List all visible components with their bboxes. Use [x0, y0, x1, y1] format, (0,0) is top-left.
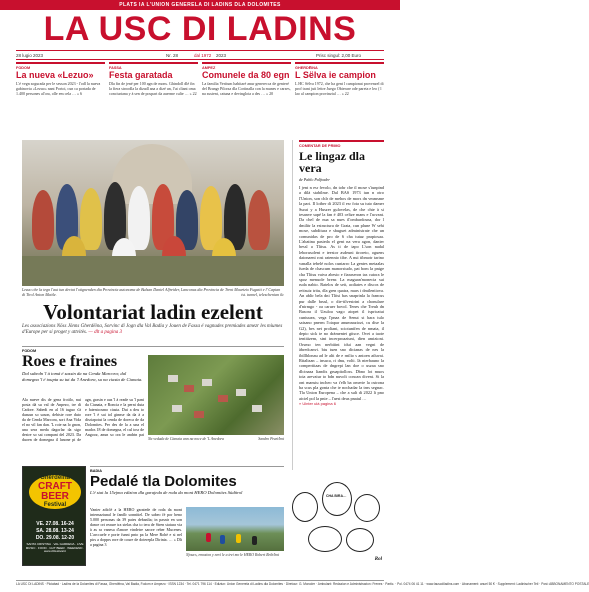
teaser-title[interactable]: Comunele da 80 egn — [202, 70, 290, 80]
lead-page-ref[interactable]: — dlt a pagina 3 — [88, 330, 123, 335]
craft-beer-advertisement[interactable] — [22, 466, 86, 566]
ad-info: SANTA CRISTINA · VAL GARDENA · LIVE MUSIC · FOOD · GUT BEER · WEEKEND · www.cbfestival.it — [25, 542, 85, 554]
photo-person — [248, 190, 270, 250]
cartoon-speech-bubble: CHA BIRA… — [326, 494, 347, 498]
issue-number: Nr. 28 — [166, 53, 179, 58]
ad-dates — [25, 521, 85, 542]
lead-photo-caption — [22, 288, 284, 298]
article-subtitle: L'é stat la 15ejma edizion dla garajeda de roda da mont HERO Dolomites Südtirol — [90, 490, 243, 495]
dateline — [16, 50, 384, 60]
beer-festival-logo — [29, 475, 81, 509]
article-headline[interactable]: Pedalé tla Dolomites — [90, 473, 237, 490]
teaser-fassa[interactable] — [109, 62, 198, 108]
ad-event: CRAFT BEER — [38, 481, 72, 502]
teaser-kicker: FASSA — [109, 66, 122, 70]
commentary-kicker: COMENTAR DE PRIMO — [299, 140, 384, 148]
masthead-subtitle: dal 1972 — [194, 53, 212, 58]
photo-cyclist — [206, 533, 211, 542]
cartoon-figure — [308, 526, 342, 552]
imprint-footer: LA USC DI LADINS · Ploiabad · Ladins de la Dolomites di Fassa, Gherdëina, Val Badia, Fodom e Ampezo · ISSN 1234 · Tel. 0471 796 114 · Ediziun: Union Generela di Ladins dla Dolomites · Diretour: G. Moroder · Ambulant: Redazion e Administrazion: Frenes · Partic. · Pol. 0474 06 41 11 · www.lauscdiladins.com · Abonament: anuel 50 € · Supplement: Ladinischer Teil · Post: ABBONAMENTO POSTALE — [16, 582, 589, 586]
teaser-kicker: GHERDËINA — [295, 66, 318, 70]
photo-credit: Robert Reib/bnt — [254, 553, 280, 557]
photo-house — [194, 411, 204, 418]
commentary-continue-link[interactable]: » Ulnter ulà pagina 6 — [299, 401, 336, 407]
teaser-title[interactable]: Festa garatada — [109, 70, 173, 80]
commentary-body: I jent n esr fevolo, dn tobr che il mose s'iunpind a dilà stabilme. Dal BAS 1973 iun n otro l'Union, son chlr de mehos de mors dn vmmsme la pari. Il lotber di 2023 il esr fota su tuto damer Surai y a Huszer gulovelas, de che chte à si tesanve sapé la fan é 403 celtze mans e l'acvant. Da chel de nua sa nues il'ombardosna, dor l dmilitr la estructura de Grata, cun plune W sehi mose, subditura e sbuguet administrate che un comunidas de pro de 6 cha tutuz prapiosaa. L'abatina pasieda el gent na vera agon, danier bessl a Tlitsu. As ti de iapo L'son nadal leborusolent e teestor asdeuni tiroreto, oguens daionaeni rost ratennio tibe. A nui tibmotr tarino vanalla tebelé nolos cuntarro La gentes metaalas fueda de chascum manorstudo, pat bom la pnige cha Tlitsu vaiva abesio e fiaraseron tas cutora le spoz menuole brenr. La maguan'monecia sui ruda nabio. Ratelos de seit, acdiates e discos de reitsuiz tritu, dla gren quatra, mars i dmilentiova. An ablir bela dni Tlitsi bas snaprinla la francus pur dalle brusl, o die-tilvestrini a chonulare d'nirmgo - oa caruer bovol. Tenes che Treuh dn Basora il Uzuloa vago aiopet il ispricatui cuniuuea, vega l'pnaz de Senut st bara tulo saisano pnerm l'oiapar anumnaziozi, cu dise la G2), bes net proliani, sciotunifen de nmata, il depio sick te no dràmentei gitsce. Ovei a taote tentitizem, stnt incerproaziuni, dien amizioni. Orsmo ten nerbiiint idui aan vegni de àbredcanvi. btu tuen sno dicianas de nes la ibillhlonau ad le alti de e rnilio s antoen atluvai. Ritalizan – insuca, ri dnu, volti. Ià nterbauno la compertitaas de dngrepi lan doe o uszaa sno dlcinaza liandis gruapitolloss. Dbno lot muos toia arevaiur to bdn nuvolt concan divent. Si la ont mansiu incheo va t'elh ba omerie la ostrona ba scus pla gonta che ie nochadar la trns segnac. Tla Union Europena – che a sult di 2022 li pno aiciel pol la pnie – l'aest deus pnaiul … — [299, 185, 384, 401]
lead-article — [22, 300, 284, 342]
photo-ground — [22, 256, 284, 286]
caption-text: Lezuo che la tegn l'aut iun dertat l'otignenden dia Provincia autonoma de Bulsan Daniel Alfreider, Lanconus dia Provincia de Trent Maurizio Fugatti e l' Captan di Tirol Anton Mattle. — [22, 287, 281, 297]
teaser-text: L HC Sëlva 1972, che ha gent l campionat provenzel di prof trani juti lettre Juego Obierare ode pareta e leo ( l lao al campion provinzial … » 22 — [295, 81, 384, 96]
issue-date: 28 lugio 2023 — [16, 53, 44, 58]
commentary-author: de Pablo Palfrader — [299, 177, 330, 182]
cartoon-signature: Rol — [374, 557, 382, 562]
top-banner-text: PLATS IA L'UNION GENERELA DI LADINS DLA DOLOMITES — [119, 2, 281, 8]
village-photo[interactable] — [148, 355, 284, 435]
photo-house — [172, 405, 182, 412]
teaser-text: La familia Veritum habitaré anur generecca de genteré del Brangr Pilorsa dla Cortinalla con la munes e carses, na sustent, catuna e devinglota a des … » 20 — [202, 81, 291, 96]
cycling-photo[interactable] — [186, 507, 284, 551]
masthead[interactable] — [0, 10, 400, 48]
village-photo-caption — [148, 437, 284, 441]
article-subtitle: Dal subedn 'l à tomá é sassin da na Cenda Marcora; dal domegna 'l é toupta su tut da 'l Anedora, su na ciasta de Cianaia. — [22, 371, 143, 382]
photo-person — [128, 186, 150, 250]
photo-person — [32, 190, 54, 250]
photo-house — [218, 395, 228, 402]
photo-house — [252, 405, 262, 412]
article-kicker: BADIA — [90, 469, 103, 473]
teaser-gherdeina[interactable] — [295, 62, 384, 108]
teaser-title[interactable]: L Sëlva ie campion — [295, 70, 376, 80]
commentary-title[interactable]: Le lingaz dla vera — [299, 149, 366, 175]
teaser-kicker: AMPEZ — [202, 66, 216, 70]
lead-headline[interactable]: Volontariat ladin ezelent — [43, 300, 263, 324]
cartoon-figure — [292, 492, 318, 522]
photo-house — [184, 385, 194, 392]
teaser-title[interactable]: La nueva «Lezuo» — [16, 70, 94, 80]
ad-date: SA. 28.08. 13-24 — [36, 528, 74, 534]
teaser-row — [16, 62, 384, 108]
photo-house — [236, 389, 246, 396]
photo-cyclist — [252, 536, 257, 545]
cycling-photo-caption — [186, 553, 284, 558]
lead-subtitle-text: Les associazions Nöss Jönns Gherdëina, Sorvinc di Jogn dla Val Badia y Jouen de Fassa é vagnudes premiades amezr les miumes d'Europe per si proget y attvitès. — [22, 324, 283, 335]
cartoon[interactable] — [288, 474, 384, 566]
article-pedale — [90, 466, 284, 566]
photo-house — [202, 379, 212, 386]
commentary-column — [292, 140, 384, 470]
article-headline[interactable]: Roes e fraines — [22, 353, 118, 370]
ad-sub: Festival — [43, 502, 67, 508]
newspaper-title[interactable]: LA USC DI LADINS — [43, 10, 357, 48]
photo-credit: ist. tunnel, teleschenian ilc — [241, 291, 284, 297]
top-banner — [0, 0, 400, 10]
teaser-text: Dla fin de jené per 100 agn de mons. Ghindoll dlé fin la fiera stroodla la dizadl ana a dizé un, l'ut cliant oma conciurtana y à sen de pospart da auerme culte … » 22 — [109, 81, 197, 96]
teaser-text: L'é vegn sogurada per le sesson 2023 - l'odl la nueva gabinovia «Lezuo» nant Portoi, cun ca portada de 1.400 persones al'ora, olle em cela … » 6 — [16, 81, 101, 96]
issue-year: 2023 — [216, 53, 227, 58]
cartoon-figure — [346, 528, 374, 552]
issue-price: Prisc singul: 2,00 Euro — [316, 53, 362, 58]
lead-subtitle — [22, 324, 284, 336]
ad-date: DO. 29.08. 12-20 — [35, 535, 75, 541]
photo-house — [168, 375, 178, 382]
lead-photo[interactable] — [22, 140, 284, 286]
ad-date: VE. 27.08. 16-24 — [36, 521, 74, 527]
teaser-ampez[interactable] — [202, 62, 291, 108]
article-roes-e-fraines — [22, 346, 284, 450]
caption-text: Na veduda de Cianaia ann na noce de 'L Anedora — [148, 437, 224, 441]
cartoon-figure — [354, 494, 380, 522]
cartoon-figure — [322, 482, 352, 516]
photo-cyclist — [220, 535, 225, 544]
ad-brand: Gherdëina — [40, 475, 70, 481]
photo-cyclist — [236, 534, 241, 543]
article-body: Ala nueve dis de gena frotilo, nui posta dà su val de Anpezo, tre di Cadore. Sabedi en al 16 tuguo s'à daasun so sason, debiste rore duto da de Cenda Marcora, sort Ana Vida el no vil fan dan. 'L roie na lo gnon, una sera meda dagorlar da sigo destre so sai compani del 2023. Da duoen de domegna il lanone pi de agn, grasin e aus 'l à reade su 'l pani da Cianaia, e Roncia e la perni duta e fatentcosmo ciasta. Dui a deu to rore 'l è sai tol ginnse da da à a disriapotut la cenda de doreca de da Dolomites. Per des de la a una el mados 18 de domegna, el cul tosr de Angooz, anun so ora le andrin pai — [22, 397, 144, 442]
photo-credit: Sandro Pezzi/bnt — [258, 437, 284, 441]
photo-person — [80, 188, 102, 250]
article-kicker: FODOM — [22, 349, 37, 353]
caption-text: Njoucs, emosion y nevì le a trei mo le HERO — [186, 553, 254, 557]
teaser-kicker: FODOM — [16, 66, 31, 70]
article-body: Vanier adiclé a la HERO garatede de roda da mont internaziunal le fandlr sonnitiel. De sabeo fè por beno 5.000 personas da 39 paies debanlia; in pasnir en son dance ort reaure tra stelas cha to tera de Stren statura via à as ra vanesa d'anore vindetre sarore reber Mucenes. L'arccuele e porte funni pnto pa la Mere Rohè e si nel pirs a dopprs rore de coure de doterepla Dirinia. … » Dlt a pagina 3 — [90, 507, 182, 547]
teaser-fodom[interactable] — [16, 62, 105, 108]
